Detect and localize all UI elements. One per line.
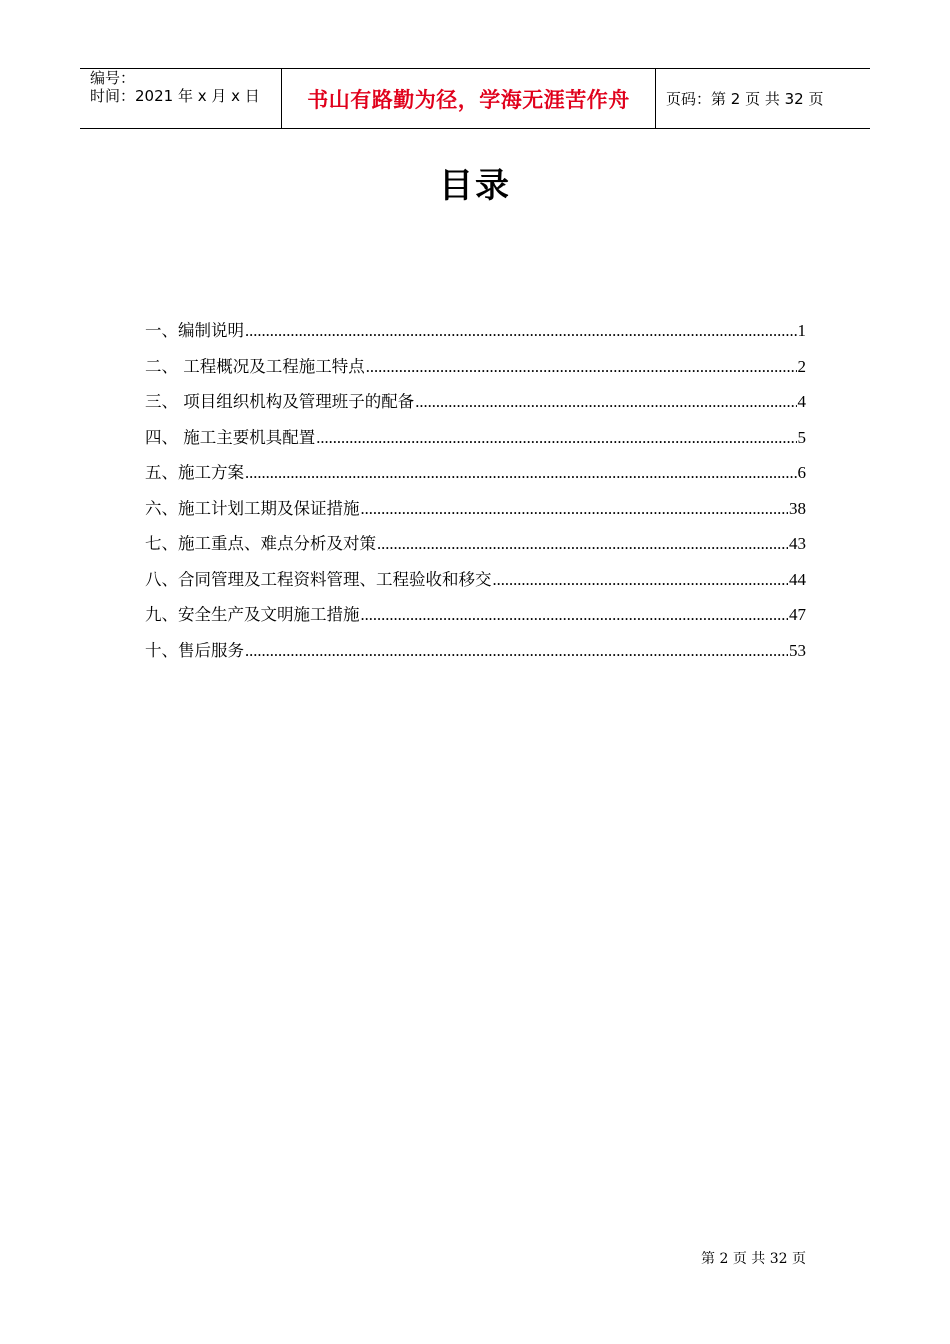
document-date: 时间：2021 年 x 月 x 日 <box>90 87 260 105</box>
toc-leader-dots <box>415 392 796 412</box>
toc-entry[interactable] <box>145 353 806 389</box>
toc-entry-page-number: 44 <box>789 569 806 589</box>
toc-entry[interactable] <box>145 424 806 460</box>
toc-leader-dots <box>366 357 797 377</box>
toc-entry-label: 七、施工重点、难点分析及对策 <box>145 534 376 553</box>
toc-leader-dots <box>245 463 797 483</box>
toc-leader-dots <box>361 499 789 519</box>
toc-entry[interactable] <box>145 637 806 673</box>
toc-entry[interactable] <box>145 566 806 602</box>
toc-leader-dots <box>245 321 797 341</box>
toc-entry-page-number: 47 <box>789 605 806 624</box>
toc-entry-page-number: 38 <box>789 498 806 518</box>
toc-entry-label: 八、合同管理及工程资料管理、工程验收和移交 <box>145 569 492 589</box>
toc-entry-label: 五、施工方案 <box>145 463 244 482</box>
toc-entry-label: 九、安全生产及文明施工措施 <box>145 605 360 624</box>
toc-entry-label: 三、 项目组织机构及管理班子的配备 <box>145 392 415 411</box>
toc-leader-dots <box>316 428 796 448</box>
toc-leader-dots <box>245 641 788 661</box>
document-number-label: 编号： <box>90 69 136 87</box>
toc-entry-page-number: 1 <box>797 321 806 340</box>
toc-leader-dots <box>493 570 789 590</box>
toc-entry-label: 二、 工程概况及工程施工特点 <box>145 356 365 376</box>
toc-entry-label: 十、售后服务 <box>145 640 244 660</box>
table-of-contents <box>145 317 806 672</box>
page-header <box>80 68 870 129</box>
toc-entry[interactable] <box>145 530 806 566</box>
toc-leader-dots <box>377 534 788 554</box>
toc-entry-page-number: 53 <box>789 640 806 660</box>
footer-page-number: 第 2 页 共 32 页 <box>701 1251 806 1267</box>
page-title: 目录 <box>439 166 511 206</box>
toc-entry-page-number: 4 <box>797 392 806 411</box>
toc-entry-page-number: 6 <box>797 463 806 482</box>
toc-entry-label: 六、施工计划工期及保证措施 <box>145 498 360 518</box>
toc-entry-label: 四、 施工主要机具配置 <box>145 427 316 447</box>
toc-entry-page-number: 2 <box>797 356 806 376</box>
toc-entry-page-number: 43 <box>789 534 806 553</box>
header-page-info: 页码：第 2 页 共 32 页 <box>666 90 824 108</box>
toc-leader-dots <box>361 605 789 625</box>
toc-entry[interactable] <box>145 459 806 495</box>
header-motto: 书山有路勤为径，学海无涯苦作舟 <box>282 69 656 128</box>
toc-entry-page-number: 5 <box>797 427 806 447</box>
toc-entry-label: 一、编制说明 <box>145 321 244 340</box>
toc-entry[interactable] <box>145 317 806 353</box>
toc-entry[interactable] <box>145 495 806 531</box>
toc-entry[interactable] <box>145 601 806 637</box>
header-meta-cell <box>80 69 282 128</box>
toc-entry[interactable] <box>145 388 806 424</box>
